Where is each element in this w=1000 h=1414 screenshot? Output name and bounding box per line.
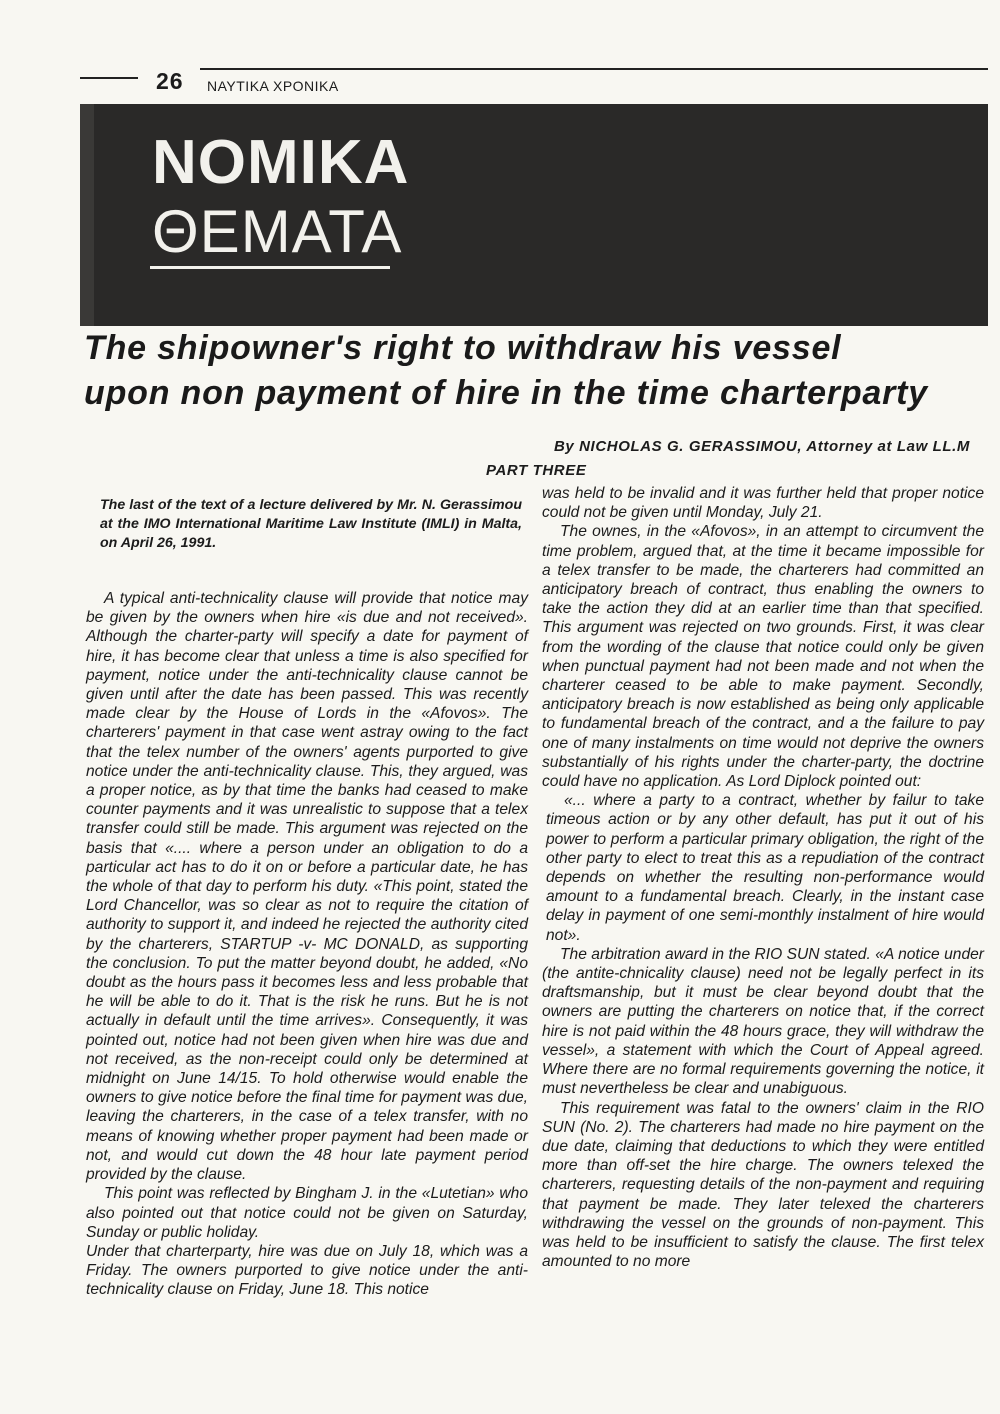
paragraph: The ownes, in the «Afovos», in an attempt to circumvent the time problem, argued that, at the time it became impossible for a telex transfer to be made, the charterers had committed an anticipatory breach of contract, thus enabling the owners to take the action they did at an earlier time than that specified. This argument was rejected on two grounds. First, it was clear from the wording of the clause that notice could only be given when punctual payment had not been made and not when the charterer ceased to be able to make payment. Secondly, anticipatory breach is now established as being only applicable to fundamental breach of the contract, and a the failure to pay one of many instalments on time would not deprive the owners substantially of his rights under the charter-party, the doctrine could have no application. As Lord Diplock pointed out: bbox=[542, 523, 984, 791]
headline-line1: The shipowner's right to withdraw his vessel bbox=[84, 329, 842, 367]
article-column-right bbox=[542, 484, 984, 1271]
article-column-left bbox=[86, 496, 528, 1300]
paragraph: The arbitration award in the RIO SUN stated. «A notice under (the antite-chnicality clause) need not be legally perfect in its draftsmanship, but it must be clear beyond doubt that the owners are putting the charterers on notice that, if the correct hire is not paid within the 48 hours grace, they will withdraw the vessel», a statement with which the Court of Appeal agreed. Where there are no formal requirements governing the notice, it must nevertheless be clear and unabiguous. bbox=[542, 945, 984, 1098]
header-rule-left bbox=[80, 77, 138, 79]
article-headline bbox=[84, 326, 984, 416]
section-title-line1: NOMIKA bbox=[152, 128, 410, 197]
paragraph: This point was reflected by Bingham J. in the «Lutetian» who also pointed out that notice could not be given on Saturday, Sunday or public holiday. bbox=[86, 1185, 528, 1241]
header-rule-right bbox=[200, 68, 988, 70]
banner-underline bbox=[150, 266, 390, 269]
page-number: 26 bbox=[156, 68, 184, 94]
block-quote: «... where a party to a contract, whether by failur to take timeous action or by any other default, has put it out of his power to perform a particular primary obligation, the right of the other party to elect to treat this as a repudiation of the contract depends on whether the resulting non-performance would amount to a fundamental breach. Clearly, in the instant case delay in payment of one semi-monthly instalment of hire would not». bbox=[546, 792, 984, 944]
paragraph: was held to be invalid and it was further held that proper notice could not be given until Monday, July 21. bbox=[542, 485, 984, 522]
section-banner bbox=[80, 104, 988, 326]
paragraph: Under that charterparty, hire was due on July 18, which was a Friday. The owners purported to give notice under the anti-technicality clause on Friday, June 18. This notice bbox=[86, 1242, 528, 1299]
paragraph: A typical anti-technicality clause will provide that notice may be given by the owners when hire «is due and not received». Although the charter-party will specify a date for payment of hire, it has become clear that unless a time is also specified for payment, notice under the anti-technicality clause cannot be given until after the date has been passed. This was recently made clear by the House of Lords in the «Afovos». The charterers' payment in that case went astray owing to the fact that the telex number of the owners' agents purported to give notice under the anti-technicality clause. This, they argued, was a proper notice, as by that time the banks had ceased to make counter payments and it was unrealistic to suppose that a telex transfer could still be made. This argument was rejected on the basis that «.... where a person under an obligation to do a particular act has to do it on or before a particular date, he has the whole of that day to perform his duty. «This point, stated the Lord Chancellor, was so clear as not to require the citation of authority to support it, and indeed he rejected the authority cited by the charterers, STARTUP -v- MC DONALD, as supporting the conclusion. To put the matter beyond doubt, he added, «No doubt as the hours pass it becomes less and less probable that he will be able to do it. That is the risk he runs. But he is not actually in default until the time arrives». Consequently, it was pointed out, notice had not been given when hire was due and not received, as the non-receipt could only be determined at midnight on June 14/15. To hold otherwise would enable the owners to give notice before the final time for payment was due, leaving the charterers, in the case of a telex transfer, with no means of knowing whether proper payment had been made or not, and would cut down the 48 hour late payment period provided by the clause. bbox=[86, 590, 528, 1184]
running-header bbox=[80, 66, 988, 96]
article-intro: The last of the text of a lecture delivered by Mr. N. Gerassimou at the IMO International Maritime Law Institute (IMLI) in Malta, on April 26, 1991. bbox=[100, 497, 522, 551]
journal-name: ΝΑΥΤΙΚΑ ΧΡΟΝΙΚΑ bbox=[207, 78, 339, 94]
banner-edge bbox=[80, 104, 94, 326]
headline-line2: upon non payment of hire in the time charterparty bbox=[84, 374, 928, 412]
part-label: PART THREE bbox=[486, 462, 587, 479]
paragraph: This requirement was fatal to the owners' claim in the RIO SUN (No. 2). The charterers had made no hire payment on the due date, claiming that deductions to which they were entitled more than off-set the hire charge. The owners telexed the charterers, requesting details of the non-payment and requiring that payment be made. They later telexed the charterers withdrawing the vessel on the grounds of non-payment. This was held to be insufficient to satisfy the clause. The first telex amounted to no more bbox=[542, 1099, 984, 1271]
byline: By NICHOLAS G. GERASSIMOU, Attorney at Law LL.M bbox=[553, 438, 970, 455]
section-title-line2: ΘΕΜΑΤΑ bbox=[152, 198, 403, 265]
